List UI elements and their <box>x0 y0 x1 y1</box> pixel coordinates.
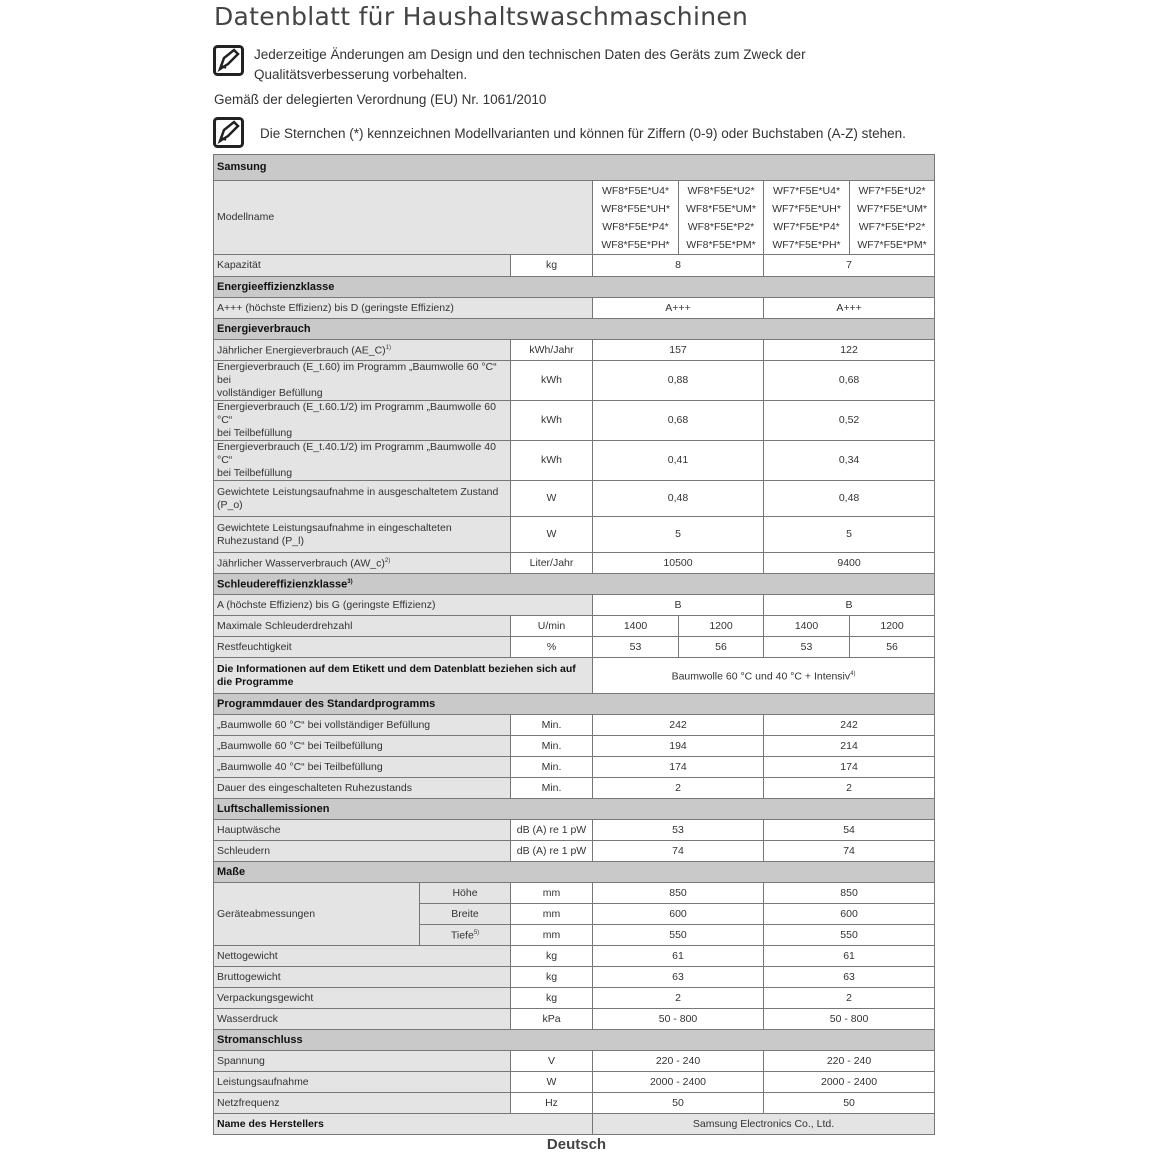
table-row: Schleudern dB (A) re 1 pW 74 74 <box>214 841 935 862</box>
note-pencil-icon <box>213 45 244 76</box>
section-row: Energieverbrauch <box>214 319 935 340</box>
table-row: Name des Herstellers Samsung Electronics Co., Ltd. <box>214 1114 935 1135</box>
table-row: Gewichtete Leistungsaufnahme in eingeschalteten Ruhezustand (P_l) W 5 5 <box>214 517 935 553</box>
table-row: Bruttogewicht kg 63 63 <box>214 967 935 988</box>
section-row: Energieeffizienzklasse <box>214 277 935 298</box>
table-row: A (höchste Effizienz) bis G (geringste Effizienz) B B <box>214 595 935 616</box>
table-row: Energieverbrauch (E_t.60) im Programm „Baumwolle 60 °C“ bei vollständiger Befüllung kWh 0,88 0,68 <box>214 361 935 401</box>
table-row: Verpackungsgewicht kg 2 2 <box>214 988 935 1009</box>
section-row: Stromanschluss <box>214 1030 935 1051</box>
table-row: Tiefe$^{5)}$ mm 550 550 <box>214 925 935 946</box>
table-row: A+++ (höchste Effizienz) bis D (geringste Effizienz) A+++ A+++ <box>214 298 935 319</box>
table-row: Restfeuchtigkeit % 53 56 53 56 <box>214 637 935 658</box>
model-group-3: WF7*F5E*U4* WF7*F5E*UH* WF7*F5E*P4* WF7*F5E*PH* <box>764 181 850 255</box>
table-row: Energieverbrauch (E_t.40.1/2) im Programm „Baumwolle 40 °C“ bei Teilbefüllung kWh 0,41 0,34 <box>214 441 935 481</box>
table-row: Hauptwäsche dB (A) re 1 pW 53 54 <box>214 820 935 841</box>
model-group-4: WF7*F5E*U2* WF7*F5E*UM* WF7*F5E*P2* WF7*F5E*PM* <box>850 181 935 255</box>
table-row: Jährlicher Wasserverbrauch (AW_c)$^{2)}$ Liter/Jahr 10500 9400 <box>214 553 935 574</box>
table-row: Breite mm 600 600 <box>214 904 935 925</box>
table-row: Dauer des eingeschalteten Ruhezustands Min. 2 2 <box>214 778 935 799</box>
table-row: Netzfrequenz Hz 50 50 <box>214 1093 935 1114</box>
table-row: Kapazität kg 8 7 <box>214 255 935 277</box>
section-row: Maße <box>214 862 935 883</box>
table-row: Nettogewicht kg 61 61 <box>214 946 935 967</box>
table-row: Geräteabmessungen Höhe mm 850 850 <box>214 883 935 904</box>
table-row: Gewichtete Leistungsaufnahme in ausgeschaltetem Zustand (P_o) W 0,48 0,48 <box>214 481 935 517</box>
model-label: Modellname <box>214 181 593 255</box>
page-title: Datenblatt für Haushaltswaschmaschinen <box>214 2 749 31</box>
table-header-row <box>214 155 935 181</box>
table-row: Maximale Schleuderdrehzahl U/min 1400 1200 1400 1200 <box>214 616 935 637</box>
table-row <box>214 181 935 255</box>
table-row: „Baumwolle 60 °C“ bei Teilbefüllung Min. 194 214 <box>214 736 935 757</box>
brand-cell: Samsung <box>214 155 935 181</box>
note-pencil-icon <box>213 117 244 148</box>
model-group-1: WF8*F5E*U4* WF8*F5E*UH* WF8*F5E*P4* WF8*F5E*PH* <box>593 181 679 255</box>
datasheet-table <box>213 154 935 1135</box>
section-row: Programmdauer des Standardprogramms <box>214 694 935 715</box>
table-row: Die Informationen auf dem Etikett und dem Datenblatt beziehen sich auf die Programme Baumwolle 60 °C und 40 °C + Intensiv$^{4)}$ <box>214 658 935 694</box>
asterisk-note: Die Sternchen (*) kennzeichnen Modellvarianten und können für Ziffern (0-9) oder Buchstaben (A-Z) stehen. <box>260 126 906 141</box>
table-row: Jährlicher Energieverbrauch (AE_C)$^{1)}$ kWh/Jahr 157 122 <box>214 340 935 361</box>
design-change-note <box>254 45 806 85</box>
table-row: Wasserdruck kPa 50 - 800 50 - 800 <box>214 1009 935 1030</box>
language-footer: Deutsch <box>546 1136 607 1153</box>
regulation-text: Gemäß der delegierten Verordnung (EU) Nr. 1061/2010 <box>214 92 547 107</box>
table-row: „Baumwolle 40 °C“ bei Teilbefüllung Min. 174 174 <box>214 757 935 778</box>
table-row: „Baumwolle 60 °C“ bei vollständiger Befüllung Min. 242 242 <box>214 715 935 736</box>
table-row: Spannung V 220 - 240 220 - 240 <box>214 1051 935 1072</box>
table-row: Leistungsaufnahme W 2000 - 2400 2000 - 2400 <box>214 1072 935 1093</box>
section-row: Schleudereffizienzklasse$^{3)}$ <box>214 574 935 595</box>
note-line: Jederzeitige Änderungen am Design und den technischen Daten des Geräts zum Zweck der <box>254 47 806 62</box>
note-line: Qualitätsverbesserung vorbehalten. <box>254 67 468 82</box>
table-row: Energieverbrauch (E_t.60.1/2) im Programm „Baumwolle 60 °C“ bei Teilbefüllung kWh 0,68 0,52 <box>214 401 935 441</box>
section-row: Luftschallemissionen <box>214 799 935 820</box>
model-group-2: WF8*F5E*U2* WF8*F5E*UM* WF8*F5E*P2* WF8*F5E*PM* <box>679 181 764 255</box>
